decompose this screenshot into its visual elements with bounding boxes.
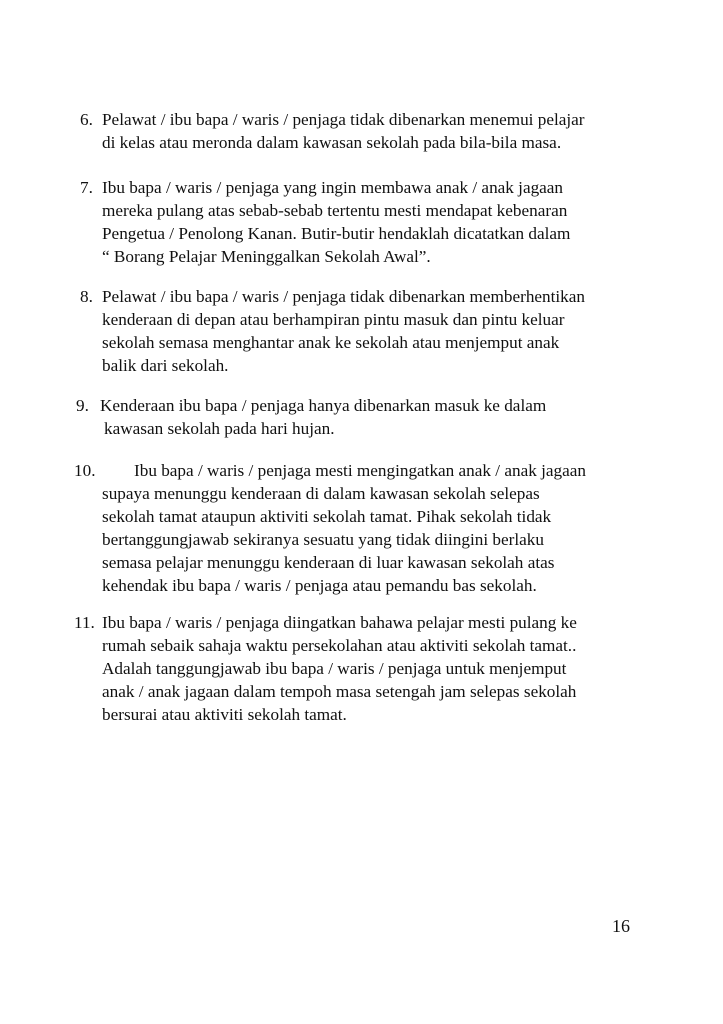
item-text-line: sekolah semasa menghantar anak ke sekolah atau menjemput anak xyxy=(102,333,560,352)
item-number: 6. xyxy=(80,110,93,129)
item-text-line: kehendak ibu bapa / waris / penjaga atau pemandu bas sekolah. xyxy=(102,576,537,595)
item-number: 9. xyxy=(76,396,89,415)
item-number: 8. xyxy=(80,287,93,306)
item-text-line: Pelawat / ibu bapa / waris / penjaga tidak dibenarkan memberhentikan xyxy=(102,287,585,306)
item-text-line: “ Borang Pelajar Meninggalkan Sekolah Awal”. xyxy=(102,247,431,266)
item-text-line: di kelas atau meronda dalam kawasan sekolah pada bila-bila masa. xyxy=(102,133,562,152)
item-text-line: sekolah tamat ataupun aktiviti sekolah tamat. Pihak sekolah tidak xyxy=(102,507,552,526)
item-text-line: Pelawat / ibu bapa / waris / penjaga tidak dibenarkan menemui pelajar xyxy=(102,110,585,129)
item-text-line: anak / anak jagaan dalam tempoh masa setengah jam selepas sekolah xyxy=(102,682,577,701)
item-text-line: balik dari sekolah. xyxy=(102,356,229,375)
item-text-line: bersurai atau aktiviti sekolah tamat. xyxy=(102,705,347,724)
item-text-line: supaya menunggu kenderaan di dalam kawasan sekolah selepas xyxy=(102,484,540,503)
item-text-line: bertanggungjawab sekiranya sesuatu yang tidak diingini berlaku xyxy=(102,530,544,549)
item-text-line: rumah sebaik sahaja waktu persekolahan atau aktiviti sekolah tamat.. xyxy=(102,636,577,655)
item-text-line: Pengetua / Penolong Kanan. Butir-butir hendaklah dicatatkan dalam xyxy=(102,224,571,243)
item-text-line: Kenderaan ibu bapa / penjaga hanya dibenarkan masuk ke dalam xyxy=(100,396,547,415)
item-text-line: mereka pulang atas sebab-sebab tertentu mesti mendapat kebenaran xyxy=(102,201,568,220)
item-text-line: kenderaan di depan atau berhampiran pintu masuk dan pintu keluar xyxy=(102,310,565,329)
item-text-line: Adalah tanggungjawab ibu bapa / waris / penjaga untuk menjemput xyxy=(102,659,567,678)
item-number: 10. xyxy=(74,461,96,480)
item-number: 7. xyxy=(80,178,93,197)
item-number: 11. xyxy=(74,613,95,632)
page-number: 16 xyxy=(612,916,630,936)
item-text-line: Ibu bapa / waris / penjaga yang ingin membawa anak / anak jagaan xyxy=(102,178,564,197)
item-text-line: Ibu bapa / waris / penjaga mesti mengingatkan anak / anak jagaan xyxy=(134,461,586,480)
item-text-line: semasa pelajar menunggu kenderaan di luar kawasan sekolah atas xyxy=(102,553,555,572)
item-text-line: kawasan sekolah pada hari hujan. xyxy=(104,419,335,438)
item-text-line: Ibu bapa / waris / penjaga diingatkan bahawa pelajar mesti pulang ke xyxy=(102,613,577,632)
